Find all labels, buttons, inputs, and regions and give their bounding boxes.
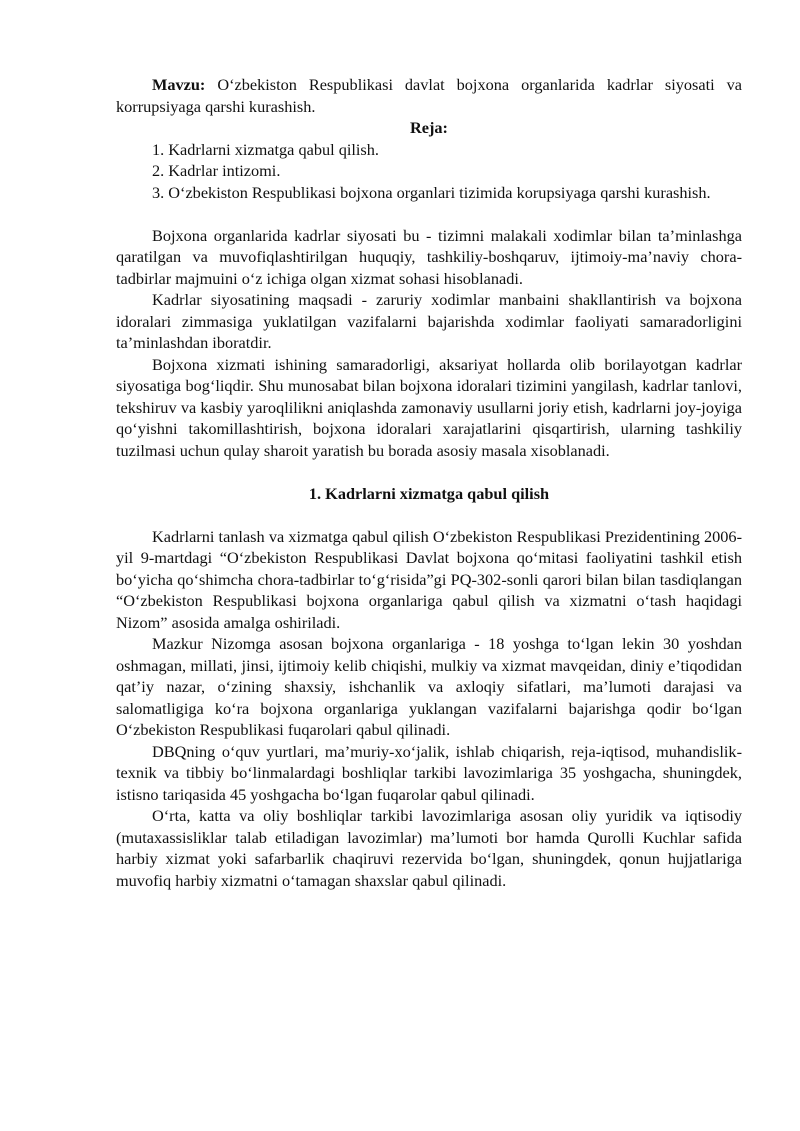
section-paragraph: DBQning o‘quv yurtlari, ma’muriy-xo‘jalik, ishlab chiqarish, reja-iqtisod, muhandislik-texnik va tibbiy bo‘linmalardagi boshliqlar tarkibi lavozimlariga 35 yoshgacha, shuningdek, istisno tariqasida 45 yoshgacha bo‘lgan fuqarolar qabul qilinadi. <box>116 741 742 804</box>
intro-paragraph: Bojxona xizmati ishining samaradorligi, aksariyat hollarda olib borilayotgan kadrlar siyosatiga bog‘liqdir. Shu munosabat bilan bojxona idoralari tizimini yangilash, kadrlar tanlovi, tekshiruv va kasbiy yaroqlilikni aniqlashda zamonaviy usullarni joriy etish, kadrlarni joy-joyiga qo‘yishni takomillashtirish, bojxona idoralari xarajatlarini qisqartirish, ularning tashkiliy tuzilmasi uchun qulay sharoit yaratish bu borada asosiy masala xisoblanadi. <box>116 354 742 460</box>
plan-item: 1. Kadrlarni xizmatga qabul qilish. <box>152 139 379 159</box>
plan-item: 3. O‘zbekiston Respublikasi bojxona organlari tizimida korupsiyaga qarshi kurashish. <box>152 182 711 202</box>
intro-paragraph: Kadrlar siyosatining maqsadi - zaruriy xodimlar manbaini shakllantirish va bojxona idoralari zimmasiga yuklatilgan vazifalarni bajarishda xodimlar faoliyati samaradorligini ta’minlashdan iboratdir. <box>116 290 742 352</box>
section-heading: 1. Kadrlarni xizmatga qabul qilish <box>308 483 550 503</box>
topic-text: O‘zbekiston Respublikasi davlat bojxona organlarida kadrlar siyosati va korrupsiyaga qarshi kurashish. <box>116 75 742 116</box>
spacer <box>116 461 742 483</box>
plan-item: 2. Kadrlar intizomi. <box>152 161 281 180</box>
section-paragraph: Kadrlarni tanlash va xizmatga qabul qilish O‘zbekiston Respublikasi Prezidentining 2006-yil 9-martdagi “O‘zbekiston Respublikasi Davlat bojxona qo‘mitasi faoliyatini tashkil etish bo‘yicha qo‘shimcha chora-tadbirlar to‘g‘risida”gi PQ-302-sonli qarori bilan bilan tasdiqlangan “O‘zbekiston Respublikasi bojxona organlariga qabul qilish va xizmatni o‘tash haqidagi Nizom” asosida amalga oshiriladi. <box>116 526 742 632</box>
spacer <box>116 203 742 225</box>
spacer <box>116 504 742 526</box>
section-paragraph: Mazkur Nizomga asosan bojxona organlariga - 18 yoshga to‘lgan lekin 30 yoshdan oshmagan, millati, jinsi, ijtimoiy kelib chiqishi, mulkiy va xizmat mavqeidan, diniy e’tiqodidan qat’iy nazar, o‘zining shaxsiy, ishchanlik va axloqiy sifatlari, ma’lumoti darajasi va salomatligiga ko‘ra bojxona organlariga yuklangan vazifalarni bajarishga qodir bo‘lgan O‘zbekiston Respublikasi fuqarolari qabul qilinadi. <box>116 634 742 739</box>
topic-label: Mavzu: <box>152 75 206 94</box>
plan-title: Reja: <box>410 118 448 137</box>
topic-line <box>116 74 742 117</box>
section-paragraph: O‘rta, katta va oliy boshliqlar tarkibi lavozimlariga asosan oliy yuridik va iqtisodiy (mutaxassisliklar talab etiladigan lavozimlar) ma’lumoti bor hamda Qurolli Kuchlar safida harbiy xizmat yoki safarbarlik chaqiruvi rezervida bo‘lgan, shuningdek, qonun hujjatlariga muvofiq harbiy xizmatni o‘tamagan shaxslar qabul qilinadi. <box>116 806 742 890</box>
document-page <box>116 74 742 891</box>
intro-paragraph: Bojxona organlarida kadrlar siyosati bu - tizimni malakali xodimlar bilan ta’minlashga qaratilgan va muvofiqlashtirilgan huquqiy, tashkiliy-boshqaruv, ijtimoiy-ma’naviy chora-tadbirlar majmuini o‘z ichiga olgan xizmat sohasi hisoblanadi. <box>116 225 742 288</box>
